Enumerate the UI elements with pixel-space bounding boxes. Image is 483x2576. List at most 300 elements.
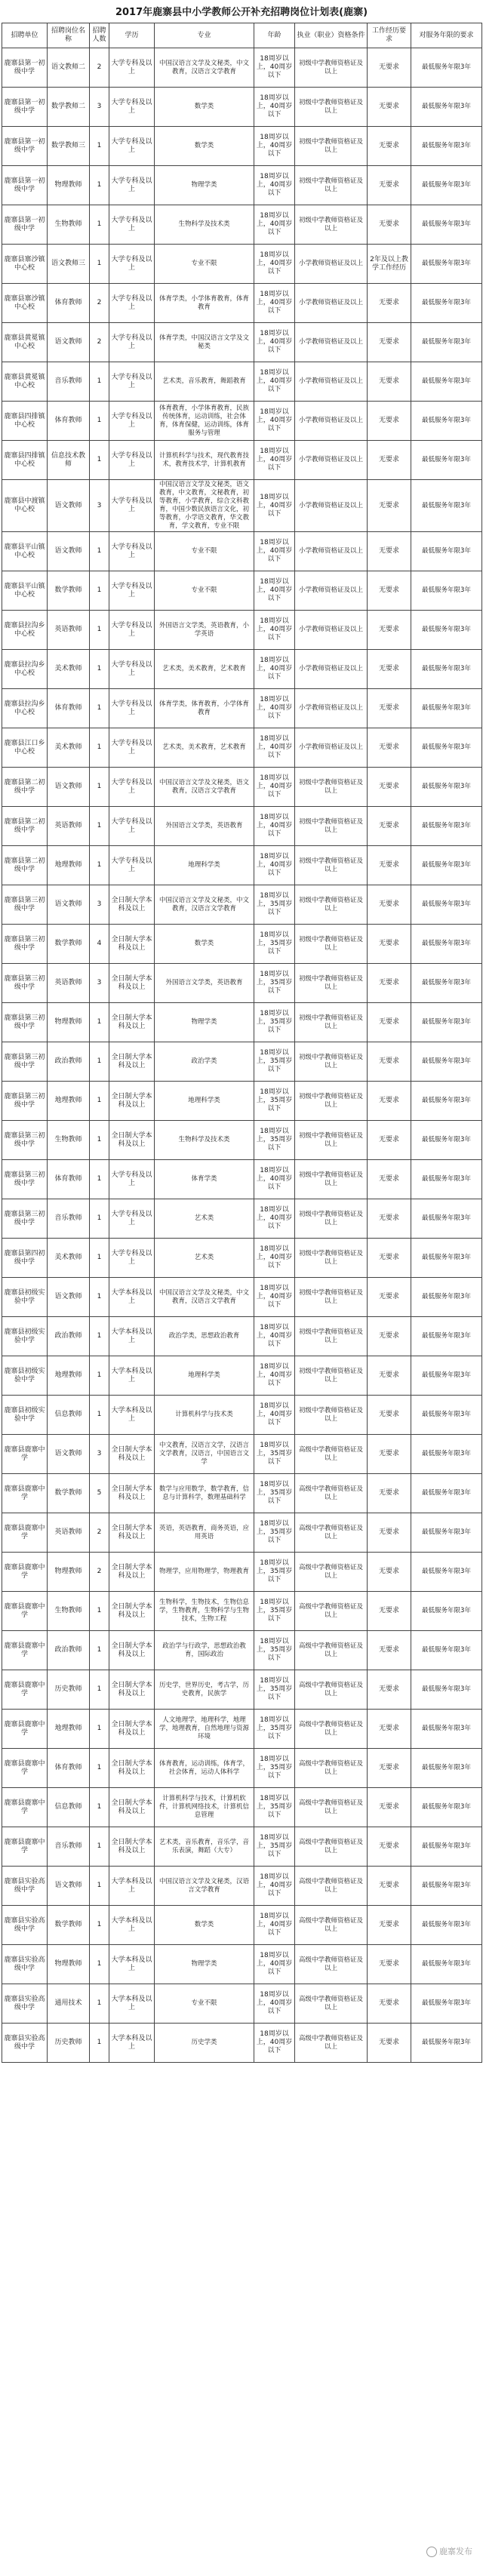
cell-major: 计算机科学与技术类 <box>155 1396 254 1435</box>
cell-post: 体育教师 <box>48 1749 90 1788</box>
cell-service-years: 最低服务年限3年 <box>411 1356 482 1396</box>
cell-education: 大学专科及以上 <box>109 205 155 245</box>
cell-post: 数学教师 <box>48 571 90 611</box>
cell-experience: 无要求 <box>368 964 411 1003</box>
cell-major: 地理科学类 <box>155 1082 254 1121</box>
cell-age: 18周岁以上，40周岁以下 <box>254 441 295 480</box>
cell-post: 信息教师 <box>48 1788 90 1827</box>
table-row <box>2 1435 482 1474</box>
cell-experience: 无要求 <box>368 925 411 964</box>
cell-certificate: 初级中学教师资格证及以上 <box>295 1042 368 1082</box>
cell-education: 大学专科及以上 <box>109 480 155 532</box>
cell-major: 专业不限 <box>155 1984 254 2024</box>
header-certificate: 执业（职业）资格条件 <box>295 23 368 48</box>
table-header-row <box>2 23 482 48</box>
cell-education: 大学专科及以上 <box>109 323 155 362</box>
cell-count: 1 <box>90 689 109 728</box>
cell-unit: 鹿寨县第三初级中学 <box>2 1082 48 1121</box>
cell-age: 18周岁以上，35周岁以下 <box>254 1827 295 1867</box>
cell-major: 艺术类，音乐教育，舞蹈教育 <box>155 362 254 402</box>
cell-count: 2 <box>90 284 109 323</box>
cell-certificate: 初级中学教师资格证及以上 <box>295 88 368 127</box>
cell-count: 1 <box>90 1160 109 1199</box>
cell-count: 1 <box>90 1906 109 1945</box>
cell-count: 1 <box>90 1003 109 1042</box>
cell-education: 全日制大学本科及以上 <box>109 1435 155 1474</box>
cell-service-years: 最低服务年限3年 <box>411 205 482 245</box>
table-row <box>2 1788 482 1827</box>
cell-experience: 无要求 <box>368 362 411 402</box>
cell-service-years: 最低服务年限3年 <box>411 1749 482 1788</box>
cell-count: 1 <box>90 571 109 611</box>
table-row <box>2 650 482 689</box>
cell-education: 全日制大学本科及以上 <box>109 1749 155 1788</box>
cell-unit: 鹿寨县四排镇中心校 <box>2 441 48 480</box>
cell-service-years: 最低服务年限3年 <box>411 1670 482 1710</box>
cell-experience: 无要求 <box>368 1356 411 1396</box>
cell-count: 3 <box>90 480 109 532</box>
cell-age: 18周岁以上，35周岁以下 <box>254 1670 295 1710</box>
cell-service-years: 最低服务年限3年 <box>411 1082 482 1121</box>
table-row <box>2 768 482 807</box>
cell-age: 18周岁以上，40周岁以下 <box>254 402 295 441</box>
cell-count: 1 <box>90 2024 109 2063</box>
cell-certificate: 初级中学教师资格证及以上 <box>295 1356 368 1396</box>
cell-unit: 鹿寨县第一初级中学 <box>2 205 48 245</box>
cell-experience: 无要求 <box>368 1631 411 1670</box>
cell-age: 18周岁以上，35周岁以下 <box>254 1749 295 1788</box>
cell-count: 3 <box>90 964 109 1003</box>
cell-major: 体育学类，中国汉语言文学及文秘类 <box>155 323 254 362</box>
table-row <box>2 1278 482 1317</box>
cell-certificate: 初级中学教师资格证及以上 <box>295 768 368 807</box>
cell-post: 语文教师 <box>48 323 90 362</box>
header-post: 招聘岗位名称 <box>48 23 90 48</box>
cell-major: 中国汉语言文学及文秘类，中文教育，汉语言文学教育 <box>155 1278 254 1317</box>
cell-post: 语文教师 <box>48 532 90 571</box>
cell-certificate: 初级中学教师资格证及以上 <box>295 1278 368 1317</box>
cell-age: 18周岁以上，35周岁以下 <box>254 1003 295 1042</box>
cell-major: 地理科学类 <box>155 1356 254 1396</box>
cell-experience: 2年及以上教学工作经历 <box>368 245 411 284</box>
cell-age: 18周岁以上，35周岁以下 <box>254 964 295 1003</box>
cell-certificate: 高级中学教师资格证及以上 <box>295 1474 368 1513</box>
cell-major: 数学类 <box>155 1906 254 1945</box>
cell-major: 历史学类 <box>155 2024 254 2063</box>
cell-major: 外国语言文学类，英语教育 <box>155 964 254 1003</box>
cell-certificate: 小学教师资格证及以上 <box>295 245 368 284</box>
cell-education: 大学专科及以上 <box>109 1199 155 1239</box>
cell-education: 全日制大学本科及以上 <box>109 1631 155 1670</box>
cell-unit: 鹿寨县第四初级中学 <box>2 1239 48 1278</box>
cell-service-years: 最低服务年限3年 <box>411 1553 482 1592</box>
table-row <box>2 1121 482 1160</box>
cell-experience: 无要求 <box>368 402 411 441</box>
cell-age: 18周岁以上，40周岁以下 <box>254 1160 295 1199</box>
cell-age: 18周岁以上，40周岁以下 <box>254 284 295 323</box>
cell-unit: 鹿寨县鹿寨中学 <box>2 1513 48 1553</box>
cell-count: 1 <box>90 1356 109 1396</box>
cell-age: 18周岁以上，35周岁以下 <box>254 1042 295 1082</box>
table-row <box>2 1827 482 1867</box>
cell-experience: 无要求 <box>368 885 411 925</box>
cell-certificate: 初级中学教师资格证及以上 <box>295 1317 368 1356</box>
cell-unit: 鹿寨县寨沙镇中心校 <box>2 284 48 323</box>
cell-major: 艺术类，美术教育，艺术教育 <box>155 728 254 768</box>
cell-education: 大学本科及以上 <box>109 2024 155 2063</box>
table-row <box>2 1513 482 1553</box>
table-row <box>2 1317 482 1356</box>
cell-experience: 无要求 <box>368 1317 411 1356</box>
table-row <box>2 689 482 728</box>
cell-count: 1 <box>90 1042 109 1082</box>
cell-education: 全日制大学本科及以上 <box>109 1003 155 1042</box>
cell-experience: 无要求 <box>368 1827 411 1867</box>
table-row <box>2 1082 482 1121</box>
table-row <box>2 1906 482 1945</box>
cell-count: 1 <box>90 1749 109 1788</box>
cell-unit: 鹿寨县实验高级中学 <box>2 2024 48 2063</box>
cell-experience: 无要求 <box>368 205 411 245</box>
cell-service-years: 最低服务年限3年 <box>411 323 482 362</box>
cell-age: 18周岁以上，40周岁以下 <box>254 1239 295 1278</box>
cell-major: 英语，英语教育，商务英语，应用英语 <box>155 1513 254 1553</box>
cell-count: 4 <box>90 925 109 964</box>
cell-major: 外国语言文学类，英语教育 <box>155 807 254 846</box>
cell-major: 专业不限 <box>155 245 254 284</box>
cell-age: 18周岁以上，35周岁以下 <box>254 1788 295 1827</box>
cell-major: 专业不限 <box>155 532 254 571</box>
cell-age: 18周岁以上，35周岁以下 <box>254 1121 295 1160</box>
cell-post: 生物教师 <box>48 1592 90 1631</box>
cell-count: 2 <box>90 48 109 88</box>
header-major: 专业 <box>155 23 254 48</box>
table-row <box>2 1592 482 1631</box>
table-row <box>2 205 482 245</box>
cell-unit: 鹿寨县第一初级中学 <box>2 166 48 205</box>
watermark <box>426 2545 472 2557</box>
cell-certificate: 小学教师资格证及以上 <box>295 728 368 768</box>
table-row <box>2 925 482 964</box>
cell-count: 1 <box>90 532 109 571</box>
cell-experience: 无要求 <box>368 1906 411 1945</box>
cell-major: 数学与应用数学，数学教育，信息与计算科学，数理基础科学 <box>155 1474 254 1513</box>
watermark-text: 鹿寨发布 <box>439 2547 472 2556</box>
cell-education: 全日制大学本科及以上 <box>109 1827 155 1867</box>
cell-major: 艺术类，美术教育，艺术教育 <box>155 650 254 689</box>
cell-experience: 无要求 <box>368 284 411 323</box>
cell-service-years: 最低服务年限3年 <box>411 402 482 441</box>
cell-service-years: 最低服务年限3年 <box>411 1396 482 1435</box>
table-row <box>2 48 482 88</box>
cell-post: 生物教师 <box>48 205 90 245</box>
cell-count: 1 <box>90 1945 109 1984</box>
cell-education: 大学本科及以上 <box>109 1945 155 1984</box>
cell-service-years: 最低服务年限3年 <box>411 1199 482 1239</box>
cell-certificate: 高级中学教师资格证及以上 <box>295 1631 368 1670</box>
cell-post: 美术教师 <box>48 650 90 689</box>
cell-major: 中国汉语言文学及文秘类，中文教育，汉语言文学教育 <box>155 885 254 925</box>
cell-experience: 无要求 <box>368 1396 411 1435</box>
cell-certificate: 高级中学教师资格证及以上 <box>295 1867 368 1906</box>
cell-post: 政治教师 <box>48 1631 90 1670</box>
cell-unit: 鹿寨县寨沙镇中心校 <box>2 245 48 284</box>
cell-unit: 鹿寨县黄冕镇中心校 <box>2 323 48 362</box>
cell-experience: 无要求 <box>368 532 411 571</box>
cell-age: 18周岁以上，35周岁以下 <box>254 925 295 964</box>
cell-service-years: 最低服务年限3年 <box>411 1278 482 1317</box>
cell-service-years: 最低服务年限3年 <box>411 441 482 480</box>
table-row <box>2 1396 482 1435</box>
cell-certificate: 高级中学教师资格证及以上 <box>295 1710 368 1749</box>
cell-unit: 鹿寨县第一初级中学 <box>2 48 48 88</box>
cell-post: 数学教师三 <box>48 127 90 166</box>
cell-service-years: 最低服务年限3年 <box>411 362 482 402</box>
cell-count: 1 <box>90 402 109 441</box>
table-row <box>2 402 482 441</box>
cell-post: 语文教师 <box>48 1867 90 1906</box>
cell-service-years: 最低服务年限3年 <box>411 768 482 807</box>
cell-age: 18周岁以上，35周岁以下 <box>254 1082 295 1121</box>
cell-post: 语文教师 <box>48 885 90 925</box>
cell-major: 生物科学，生物技术，生物信息学，生物教育，生物科学与生物技术，生物工程 <box>155 1592 254 1631</box>
cell-education: 大学本科及以上 <box>109 1867 155 1906</box>
cell-service-years: 最低服务年限3年 <box>411 1945 482 1984</box>
cell-experience: 无要求 <box>368 1239 411 1278</box>
cell-count: 2 <box>90 1553 109 1592</box>
cell-unit: 鹿寨县鹿寨中学 <box>2 1827 48 1867</box>
cell-unit: 鹿寨县实验高级中学 <box>2 1945 48 1984</box>
cell-certificate: 高级中学教师资格证及以上 <box>295 1435 368 1474</box>
cell-service-years: 最低服务年限3年 <box>411 807 482 846</box>
cell-age: 18周岁以上，40周岁以下 <box>254 127 295 166</box>
cell-certificate: 初级中学教师资格证及以上 <box>295 1003 368 1042</box>
cell-education: 全日制大学本科及以上 <box>109 1474 155 1513</box>
table-row <box>2 1631 482 1670</box>
table-row <box>2 807 482 846</box>
cell-post: 物理教师 <box>48 166 90 205</box>
cell-age: 18周岁以上，40周岁以下 <box>254 728 295 768</box>
cell-service-years: 最低服务年限3年 <box>411 1474 482 1513</box>
cell-unit: 鹿寨县第一初级中学 <box>2 88 48 127</box>
cell-unit: 鹿寨县拉沟乡中心校 <box>2 689 48 728</box>
cell-certificate: 高级中学教师资格证及以上 <box>295 1513 368 1553</box>
cell-certificate: 高级中学教师资格证及以上 <box>295 2024 368 2063</box>
cell-education: 全日制大学本科及以上 <box>109 1082 155 1121</box>
table-row <box>2 1749 482 1788</box>
cell-major: 历史学，世界历史，考古学，历史教育，民族学 <box>155 1670 254 1710</box>
cell-age: 18周岁以上，40周岁以下 <box>254 2024 295 2063</box>
cell-major: 物理学类 <box>155 1003 254 1042</box>
table-row <box>2 1553 482 1592</box>
cell-certificate: 高级中学教师资格证及以上 <box>295 1592 368 1631</box>
cell-unit: 鹿寨县第三初级中学 <box>2 1121 48 1160</box>
cell-unit: 鹿寨县初级实验中学 <box>2 1278 48 1317</box>
cell-education: 全日制大学本科及以上 <box>109 1710 155 1749</box>
cell-certificate: 小学教师资格证及以上 <box>295 532 368 571</box>
cell-certificate: 小学教师资格证及以上 <box>295 650 368 689</box>
table-row <box>2 846 482 885</box>
cell-age: 18周岁以上，40周岁以下 <box>254 611 295 650</box>
cell-experience: 无要求 <box>368 650 411 689</box>
cell-unit: 鹿寨县中渡镇中心校 <box>2 480 48 532</box>
cell-post: 体育教师 <box>48 402 90 441</box>
cell-unit: 鹿寨县鹿寨中学 <box>2 1788 48 1827</box>
cell-service-years: 最低服务年限3年 <box>411 1003 482 1042</box>
cell-experience: 无要求 <box>368 1003 411 1042</box>
cell-experience: 无要求 <box>368 48 411 88</box>
table-row <box>2 611 482 650</box>
cell-post: 体育教师 <box>48 689 90 728</box>
cell-education: 大学专科及以上 <box>109 48 155 88</box>
table-row <box>2 284 482 323</box>
cell-service-years: 最低服务年限3年 <box>411 885 482 925</box>
cell-major: 政治学与行政学，思想政治教育，国际政治 <box>155 1631 254 1670</box>
cell-post: 数学教师二 <box>48 88 90 127</box>
cell-unit: 鹿寨县鹿寨中学 <box>2 1435 48 1474</box>
cell-count: 1 <box>90 1710 109 1749</box>
cell-education: 全日制大学本科及以上 <box>109 885 155 925</box>
cell-unit: 鹿寨县鹿寨中学 <box>2 1474 48 1513</box>
table-row <box>2 1710 482 1749</box>
cell-education: 全日制大学本科及以上 <box>109 1042 155 1082</box>
table-row <box>2 1160 482 1199</box>
cell-experience: 无要求 <box>368 1710 411 1749</box>
cell-unit: 鹿寨县实验高级中学 <box>2 1867 48 1906</box>
table-row <box>2 441 482 480</box>
cell-experience: 无要求 <box>368 1553 411 1592</box>
cell-unit: 鹿寨县第三初级中学 <box>2 885 48 925</box>
cell-age: 18周岁以上，40周岁以下 <box>254 807 295 846</box>
cell-unit: 鹿寨县四排镇中心校 <box>2 402 48 441</box>
cell-unit: 鹿寨县鹿寨中学 <box>2 1631 48 1670</box>
cell-education: 全日制大学本科及以上 <box>109 1121 155 1160</box>
cell-post: 物理教师 <box>48 1003 90 1042</box>
cell-post: 英语教师 <box>48 1513 90 1553</box>
cell-post: 地理教师 <box>48 846 90 885</box>
cell-unit: 鹿寨县黄冕镇中心校 <box>2 362 48 402</box>
cell-unit: 鹿寨县第三初级中学 <box>2 925 48 964</box>
cell-certificate: 初级中学教师资格证及以上 <box>295 1239 368 1278</box>
cell-certificate: 小学教师资格证及以上 <box>295 362 368 402</box>
cell-count: 1 <box>90 362 109 402</box>
table-row <box>2 571 482 611</box>
cell-service-years: 最低服务年限3年 <box>411 1631 482 1670</box>
cell-post: 语文教师 <box>48 768 90 807</box>
cell-post: 音乐教师 <box>48 1199 90 1239</box>
cell-experience: 无要求 <box>368 1867 411 1906</box>
table-row <box>2 88 482 127</box>
cell-major: 物理学类 <box>155 166 254 205</box>
cell-post: 政治教师 <box>48 1042 90 1082</box>
table-row <box>2 1356 482 1396</box>
cell-education: 全日制大学本科及以上 <box>109 964 155 1003</box>
cell-age: 18周岁以上，35周岁以下 <box>254 1553 295 1592</box>
table-row <box>2 1945 482 1984</box>
cell-service-years: 最低服务年限3年 <box>411 1867 482 1906</box>
cell-education: 大学本科及以上 <box>109 1317 155 1356</box>
cell-experience: 无要求 <box>368 1160 411 1199</box>
cell-education: 全日制大学本科及以上 <box>109 925 155 964</box>
cell-post: 信息技术教师 <box>48 441 90 480</box>
cell-age: 18周岁以上，40周岁以下 <box>254 480 295 532</box>
table-row <box>2 1984 482 2024</box>
cell-service-years: 最低服务年限3年 <box>411 1710 482 1749</box>
cell-certificate: 初级中学教师资格证及以上 <box>295 885 368 925</box>
table-row <box>2 1239 482 1278</box>
cell-age: 18周岁以上，40周岁以下 <box>254 571 295 611</box>
cell-education: 全日制大学本科及以上 <box>109 1670 155 1710</box>
cell-age: 18周岁以上，40周岁以下 <box>254 323 295 362</box>
cell-certificate: 初级中学教师资格证及以上 <box>295 1121 368 1160</box>
table-row <box>2 166 482 205</box>
cell-education: 大学专科及以上 <box>109 441 155 480</box>
cell-education: 大学专科及以上 <box>109 807 155 846</box>
cell-major: 体育学类，小学体育教育，体育教育 <box>155 284 254 323</box>
cell-education: 大学本科及以上 <box>109 1906 155 1945</box>
cell-count: 1 <box>90 127 109 166</box>
cell-service-years: 最低服务年限3年 <box>411 1906 482 1945</box>
cell-education: 大学专科及以上 <box>109 532 155 571</box>
cell-certificate: 初级中学教师资格证及以上 <box>295 1396 368 1435</box>
header-education: 学历 <box>109 23 155 48</box>
cell-service-years: 最低服务年限3年 <box>411 1160 482 1199</box>
cell-age: 18周岁以上，35周岁以下 <box>254 885 295 925</box>
cell-count: 1 <box>90 611 109 650</box>
cell-age: 18周岁以上，35周岁以下 <box>254 1592 295 1631</box>
cell-certificate: 小学教师资格证及以上 <box>295 441 368 480</box>
cell-age: 18周岁以上，40周岁以下 <box>254 1906 295 1945</box>
cell-unit: 鹿寨县初级实验中学 <box>2 1396 48 1435</box>
cell-post: 信息教师 <box>48 1396 90 1435</box>
cell-education: 大学专科及以上 <box>109 88 155 127</box>
cell-major: 物理学类 <box>155 1945 254 1984</box>
cell-certificate: 高级中学教师资格证及以上 <box>295 1984 368 2024</box>
table-row <box>2 480 482 532</box>
cell-service-years: 最低服务年限3年 <box>411 611 482 650</box>
cell-certificate: 小学教师资格证及以上 <box>295 323 368 362</box>
header-service-years: 对服务年限的要求 <box>411 23 482 48</box>
wechat-icon <box>426 2547 437 2557</box>
cell-age: 18周岁以上，40周岁以下 <box>254 48 295 88</box>
cell-certificate: 初级中学教师资格证及以上 <box>295 1082 368 1121</box>
cell-experience: 无要求 <box>368 127 411 166</box>
table-row <box>2 1199 482 1239</box>
cell-major: 艺术类，音乐教育，音乐学，音乐表演，舞蹈（大专） <box>155 1827 254 1867</box>
cell-certificate: 高级中学教师资格证及以上 <box>295 1670 368 1710</box>
cell-post: 通用技术 <box>48 1984 90 2024</box>
cell-major: 体育学类，体育教育，小学体育教育 <box>155 689 254 728</box>
cell-count: 1 <box>90 1984 109 2024</box>
cell-education: 大学专科及以上 <box>109 166 155 205</box>
cell-post: 美术教师 <box>48 728 90 768</box>
cell-education: 全日制大学本科及以上 <box>109 1513 155 1553</box>
table-row <box>2 1670 482 1710</box>
cell-count: 1 <box>90 245 109 284</box>
table-row <box>2 532 482 571</box>
cell-major: 中国汉语言文学及文秘类，汉语言文学教育 <box>155 1867 254 1906</box>
table-row <box>2 1042 482 1082</box>
cell-experience: 无要求 <box>368 611 411 650</box>
cell-unit: 鹿寨县第二初级中学 <box>2 846 48 885</box>
table-row <box>2 323 482 362</box>
cell-post: 数学教师 <box>48 1474 90 1513</box>
header-experience: 工作经历要求 <box>368 23 411 48</box>
cell-certificate: 高级中学教师资格证及以上 <box>295 1827 368 1867</box>
cell-unit: 鹿寨县第三初级中学 <box>2 1160 48 1199</box>
cell-age: 18周岁以上，40周岁以下 <box>254 1356 295 1396</box>
cell-certificate: 高级中学教师资格证及以上 <box>295 1553 368 1592</box>
